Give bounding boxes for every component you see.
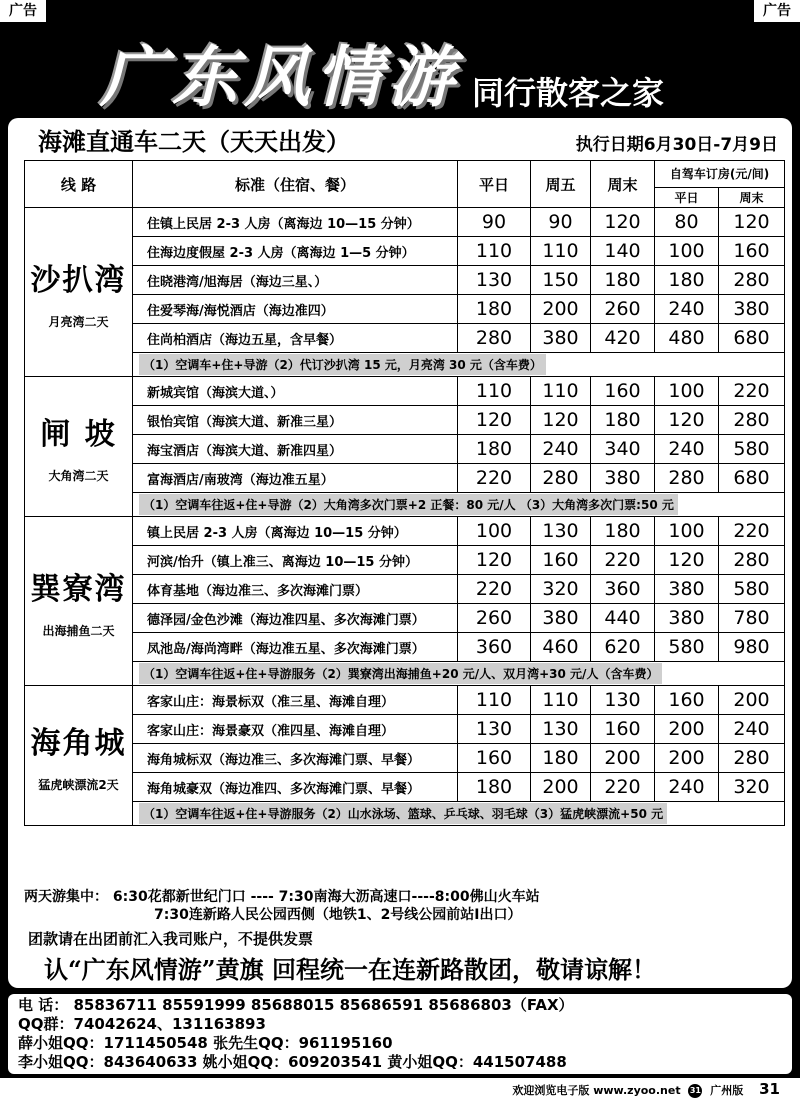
table-row [25,377,785,406]
banner [0,24,800,114]
route-name: 海角城 [30,726,127,761]
table-row [25,464,785,493]
header-weekend: 周末 [591,161,655,208]
header-friday: 周五 [531,161,591,208]
price-self-weekday: 240 [655,295,719,324]
standard-cell: 海角城标双（海边准三、多次海滩门票、早餐） [133,744,458,773]
price-self-weekday: 380 [655,575,719,604]
price-friday: 200 [531,773,591,802]
contact-phone: 电 话： 85836711 85591999 85688015 85686591 85686803（FAX） [18,996,574,1014]
route-note: （1）空调车往返+住+导游服务（2）山水泳场、篮球、乒乓球、羽毛球（3）猛虎峡漂流+50 元 [139,803,667,824]
price-friday: 150 [531,266,591,295]
price-weekend: 180 [591,406,655,435]
price-self-weekend: 280 [719,406,785,435]
price-self-weekday: 240 [655,435,719,464]
price-weekday: 100 [458,517,531,546]
table-row [25,633,785,662]
standard-cell: 河滨/怡升（镇上准三、离海边 10—15 分钟） [133,546,458,575]
standard-cell: 住镇上民居 2-3 人房（离海边 10—15 分钟） [133,208,458,237]
route-cell [25,517,133,686]
route-name: 闸 坡 [40,417,117,452]
note-row [25,493,785,517]
route-cell [25,208,133,377]
price-weekend: 180 [591,266,655,295]
route-cell [25,377,133,517]
price-self-weekday: 100 [655,237,719,266]
table-row [25,208,785,237]
price-friday: 180 [531,744,591,773]
price-weekend: 260 [591,295,655,324]
price-self-weekday: 240 [655,773,719,802]
price-self-weekday: 380 [655,604,719,633]
note-row [25,353,785,377]
contact-box [8,994,792,1074]
page-heading: 海滩直通车二天（天天出发） [38,128,350,156]
note-cell [133,662,785,686]
price-friday: 130 [531,517,591,546]
standard-cell: 海宝酒店（海滨大道、新准四星） [133,435,458,464]
price-weekday: 180 [458,295,531,324]
price-weekend: 380 [591,464,655,493]
price-weekend: 220 [591,773,655,802]
gather-line-2: 7:30连新路人民公园西侧（地铁1、2号线公园前站I出口） [154,907,522,923]
route-subtitle: 月亮湾二天 [48,314,109,329]
price-friday: 90 [531,208,591,237]
price-friday: 320 [531,575,591,604]
table-row [25,686,785,715]
price-weekend: 160 [591,377,655,406]
header-weekday: 平日 [458,161,531,208]
price-weekday: 220 [458,575,531,604]
standard-cell: 住尚柏酒店（海边五星，含早餐） [133,324,458,353]
standard-cell: 住海边度假屋 2-3 人房（离海边 1—5 分钟） [133,237,458,266]
price-self-weekend: 320 [719,773,785,802]
price-friday: 110 [531,377,591,406]
price-weekend: 340 [591,435,655,464]
route-subtitle: 大角湾二天 [48,469,109,483]
price-friday: 110 [531,686,591,715]
note-cell [133,493,785,517]
page-footer [0,1078,800,1100]
standard-cell: 银怡宾馆（海滨大道、新准三星） [133,406,458,435]
price-weekday: 130 [458,715,531,744]
price-self-weekday: 80 [655,208,719,237]
price-self-weekend: 280 [719,744,785,773]
standard-cell: 住晓港湾/旭海居（海边三星、） [133,266,458,295]
header-self-drive: 自驾车订房(元/间) [655,161,785,188]
price-weekend: 620 [591,633,655,662]
price-weekend: 180 [591,517,655,546]
rates-body [25,208,785,826]
route-note: （1）空调车往返+住+导游（2）大角湾多次门票+2 正餐：80 元/人 （3）大角湾多次门票:50 元 [139,494,678,515]
price-weekday: 110 [458,237,531,266]
price-weekend: 440 [591,604,655,633]
ad-tag-right: 广告 [754,0,800,22]
header-self-weekend: 周末 [719,187,785,207]
table-row [25,406,785,435]
note-cell [133,802,785,826]
price-weekday: 110 [458,686,531,715]
price-weekday: 260 [458,604,531,633]
price-self-weekend: 200 [719,686,785,715]
price-weekday: 110 [458,377,531,406]
route-subtitle: 猛虎峡漂流2天 [38,778,119,792]
price-weekday: 120 [458,546,531,575]
standard-cell: 海角城豪双（海边准四、多次海滩门票、早餐） [133,773,458,802]
price-friday: 160 [531,546,591,575]
route-note: （1）空调车+住+导游（2）代订沙扒湾 15 元，月亮湾 30 元（含车费） [139,354,546,375]
table-row [25,435,785,464]
table-row [25,517,785,546]
slogan: 同行散客之家 [472,74,665,112]
standard-cell: 客家山庄：海景标双（准三星、海滩自理） [133,686,458,715]
return-notice: 认“广东风情游”黄旗 回程统一在连新路散团，敬请谅解！ [44,955,656,984]
price-self-weekend: 780 [719,604,785,633]
rates-table [24,160,785,826]
price-friday: 460 [531,633,591,662]
header-standard: 标准（住宿、餐） [133,161,458,208]
price-self-weekday: 100 [655,377,719,406]
price-self-weekday: 120 [655,406,719,435]
valid-dates: 执行日期6月30日-7月9日 [575,135,778,155]
table-row [25,237,785,266]
route-note: （1）空调车往返+住+导游服务（2）巽寮湾出海捕鱼+20 元/人、双月湾+30 元/人（含车费） [139,663,662,684]
note-row [25,662,785,686]
table-row [25,295,785,324]
brand-logo: 广东风情游 [100,38,460,116]
note-cell [133,353,785,377]
table-row [25,773,785,802]
price-friday: 110 [531,237,591,266]
ad-tag-left: 广告 [0,0,46,22]
price-self-weekday: 180 [655,266,719,295]
price-friday: 200 [531,295,591,324]
route-cell [25,686,133,826]
standard-cell: 镇上民居 2-3 人房（离海边 10—15 分钟） [133,517,458,546]
price-self-weekday: 200 [655,744,719,773]
table-row [25,266,785,295]
table-row [25,604,785,633]
price-weekday: 180 [458,435,531,464]
price-weekend: 220 [591,546,655,575]
standard-cell: 凤池岛/海尚湾畔（海边准五星、多次海滩门票） [133,633,458,662]
gathering-points [24,888,540,924]
price-self-weekend: 980 [719,633,785,662]
price-friday: 380 [531,604,591,633]
contact-line-3: 薛小姐QQ：1711450548 张先生QQ：961195160 [18,1034,393,1052]
price-weekend: 120 [591,208,655,237]
gather-line-1: 两天游集中： 6:30花都新世纪门口 ---- 7:30南海大沥高速口----8:00佛山火车站 [24,889,540,905]
route-name: 沙扒湾 [30,262,127,298]
price-self-weekday: 200 [655,715,719,744]
standard-cell: 德泽园/金色沙滩（海边准四星、多次海滩门票） [133,604,458,633]
standard-cell: 新城宾馆（海滨大道、） [133,377,458,406]
price-self-weekend: 160 [719,237,785,266]
price-weekday: 130 [458,266,531,295]
footer-edition: 广州版 [710,1084,744,1097]
price-weekday: 180 [458,773,531,802]
price-friday: 130 [531,715,591,744]
price-self-weekend: 580 [719,435,785,464]
price-friday: 120 [531,406,591,435]
table-row [25,546,785,575]
price-self-weekend: 220 [719,517,785,546]
price-self-weekend: 580 [719,575,785,604]
standard-cell: 富海酒店/南玻湾（海边准五星） [133,464,458,493]
footer-site: 欢迎浏览电子版 www.zyoo.net [512,1084,681,1097]
price-self-weekend: 220 [719,377,785,406]
price-self-weekend: 680 [719,324,785,353]
payment-note: 团款请在出团前汇入我司账户，不提供发票 [28,930,314,948]
standard-cell: 住爱琴海/海悦酒店（海边准四） [133,295,458,324]
contact-qq-group: QQ群：74042624、131163893 [18,1015,266,1033]
price-self-weekday: 580 [655,633,719,662]
price-friday: 380 [531,324,591,353]
price-weekend: 360 [591,575,655,604]
price-weekday: 90 [458,208,531,237]
price-self-weekday: 160 [655,686,719,715]
contact-line-4: 李小姐QQ：843640633 姚小姐QQ：609203541 黄小姐QQ：441507488 [18,1053,567,1071]
standard-cell: 客家山庄：海景豪双（准四星、海滩自理） [133,715,458,744]
price-self-weekend: 680 [719,464,785,493]
price-self-weekend: 280 [719,546,785,575]
route-subtitle: 出海捕鱼二天 [42,623,115,638]
price-weekday: 360 [458,633,531,662]
price-weekday: 120 [458,406,531,435]
price-weekend: 140 [591,237,655,266]
header-route: 线 路 [25,161,133,208]
note-row [25,802,785,826]
price-weekend: 420 [591,324,655,353]
price-self-weekday: 120 [655,546,719,575]
table-row [25,715,785,744]
price-weekday: 280 [458,324,531,353]
price-weekday: 160 [458,744,531,773]
footer-logo-icon: 31 [688,1084,702,1098]
header-self-weekday: 平日 [655,187,719,207]
table-row [25,575,785,604]
price-self-weekend: 380 [719,295,785,324]
price-self-weekend: 120 [719,208,785,237]
price-self-weekend: 280 [719,266,785,295]
price-weekend: 130 [591,686,655,715]
price-weekend: 200 [591,744,655,773]
price-self-weekend: 240 [719,715,785,744]
price-friday: 280 [531,464,591,493]
price-weekday: 220 [458,464,531,493]
price-self-weekday: 100 [655,517,719,546]
standard-cell: 体育基地（海边准三、多次海滩门票） [133,575,458,604]
table-row [25,324,785,353]
price-self-weekday: 280 [655,464,719,493]
page-number: 31 [759,1080,780,1098]
price-self-weekday: 480 [655,324,719,353]
table-row [25,744,785,773]
rate-card [8,118,792,988]
price-friday: 240 [531,435,591,464]
route-name: 巽寮湾 [30,571,127,607]
price-weekend: 160 [591,715,655,744]
